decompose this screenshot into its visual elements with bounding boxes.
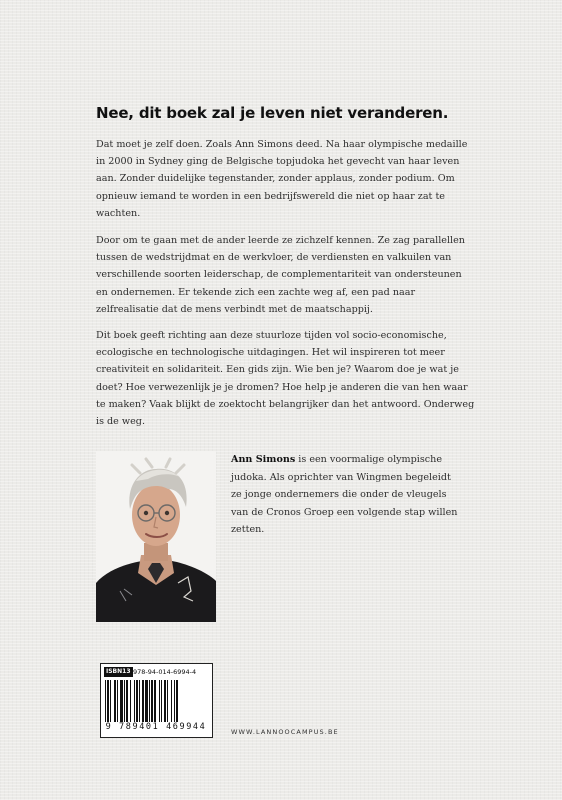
isbn-barcode: [100, 663, 213, 738]
author-portrait-icon: [96, 451, 216, 622]
blurb-paragraph-2: Door om te gaan met de ander leerde ze zichzelf kennen. Ze zag parallellen tussen de wedstrijdmat en de werkvloer, de verdiensten en valkuilen van verschillende soorten leiderschap, de complementariteit van ondersteunen en ondernemen. Er tekende zich een zachte weg af, een pad naar zelfrealisatie dat de mens verbindt met de maatschappij.: [96, 235, 465, 315]
author-name: Ann Simons: [231, 454, 296, 465]
author-bio: [231, 451, 461, 539]
barcode-digits: 9 789401 469944: [105, 722, 207, 732]
author-bio-text: is een voormalige olympische judoka. Als oprichter van Wingmen begeleidt ze jonge ondernemers die onder de vleugels van de Cronos Groep een volgende stap willen zetten.: [231, 454, 458, 535]
publisher-website: WWW.LANNOOCAMPUS.BE: [231, 728, 339, 736]
isbn-label: ISBN13: [106, 668, 131, 675]
headline: Nee, dit boek zal je leven niet veranderen.: [96, 104, 449, 122]
barcode-bars-icon: [105, 680, 208, 722]
isbn-number: 978-94-014-6994-4: [133, 668, 197, 676]
blurb-paragraph-3: Dit boek geeft richting aan deze stuurloze tijden vol socio-economische, ecologische en technologische uitdagingen. Het wil inspireren tot meer creativiteit en solidariteit. Een gids zijn. Wie ben je? Waarom doe je wat je doet? Hoe verwezenlijk je je dromen? Hoe help je anderen die van hen waar te maken? Vaak blijkt de zoektocht belangrijker dan het antwoord. Onderweg is de weg.: [96, 330, 475, 428]
blurb-paragraph-1: Dat moet je zelf doen. Zoals Ann Simons deed. Na haar olympische medaille in 2000 in Sydney ging de Belgische topjudoka het gevecht van haar leven aan. Zonder duidelijke tegenstander, zonder applaus, zonder podium. Om opnieuw iemand te worden in een bedrijfswereld die niet op haar zat te wachten.: [96, 139, 468, 219]
author-photo: [96, 451, 216, 622]
